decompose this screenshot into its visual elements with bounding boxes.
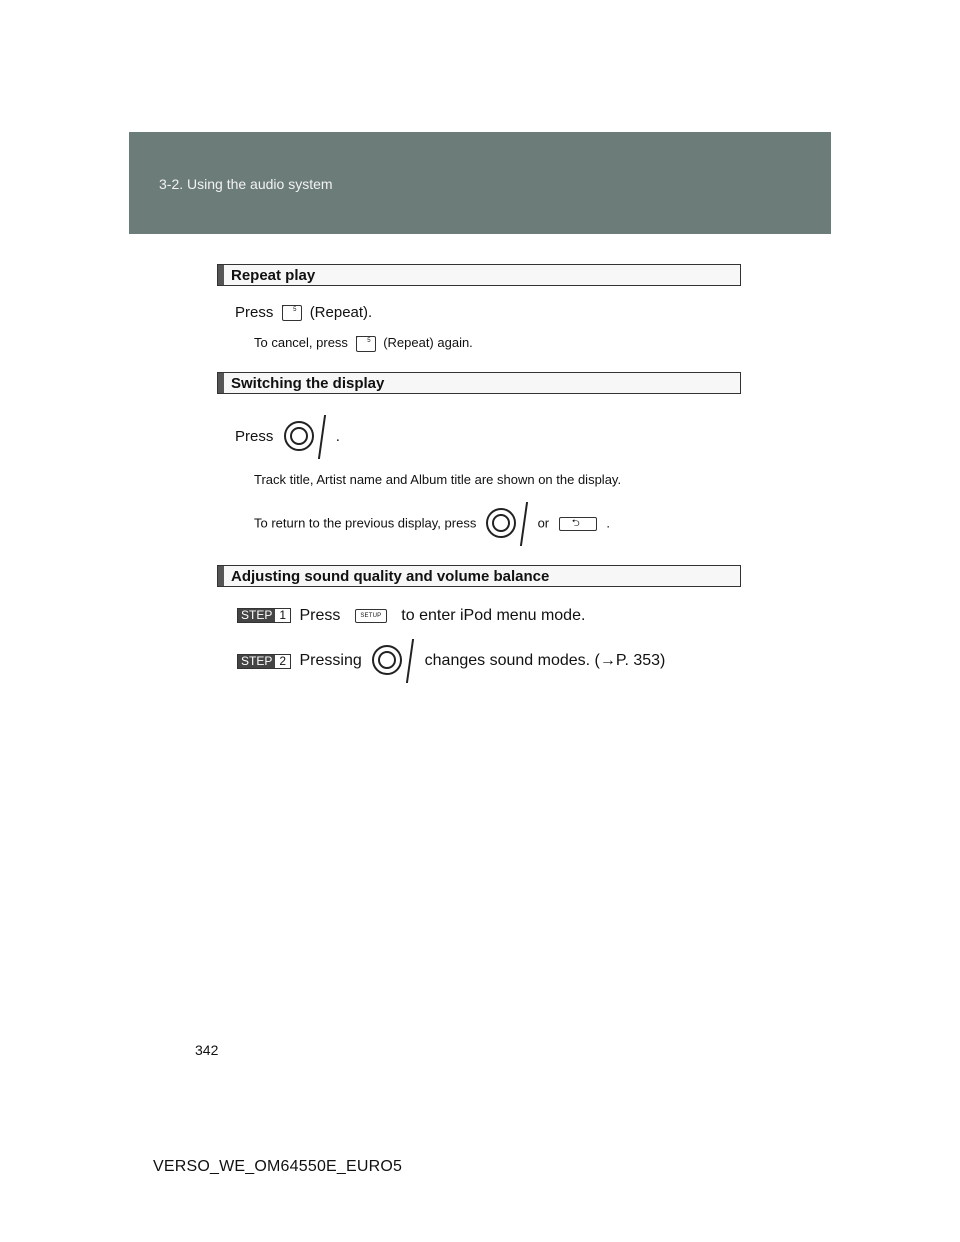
step-2 [237, 639, 665, 683]
step-1 [237, 607, 585, 625]
key-number: 5 [293, 307, 297, 314]
key-number: 5 [367, 337, 371, 344]
back-key-icon: ⮌ [559, 517, 597, 531]
section-title: Repeat play [231, 267, 316, 284]
step-suffix: to enter iPod menu mode. [401, 607, 586, 624]
repeat-cancel-note [254, 335, 473, 352]
press-text: Press [235, 304, 274, 321]
or-text: or [537, 515, 550, 531]
step-number: 1 [279, 608, 287, 623]
repeat-key-icon [282, 305, 302, 321]
tune-knob-icon [282, 415, 328, 459]
return-prefix: To return to the previous display, press [254, 515, 477, 531]
step-prefix: Press [299, 607, 341, 624]
step-prefix: Pressing [299, 652, 362, 670]
cancel-suffix: (Repeat) again. [383, 335, 473, 350]
setup-key-label: SETUP [360, 612, 382, 619]
step-badge [237, 608, 291, 623]
display-note-track-info: Track title, Artist name and Album title are shown on the display. [254, 472, 622, 487]
step-label: STEP [238, 609, 275, 622]
section-title: Switching the display [231, 375, 385, 392]
press-text: Press [235, 427, 274, 445]
display-instruction [235, 415, 340, 459]
tune-knob-icon [370, 639, 416, 683]
section-heading-repeat-play [217, 264, 741, 286]
setup-key-icon [355, 609, 387, 623]
section-heading-switching-display [217, 372, 741, 394]
press-suffix: . [335, 427, 340, 445]
document-code: VERSO_WE_OM64550E_EURO5 [153, 1158, 403, 1175]
repeat-instruction [235, 304, 372, 321]
step-number: 2 [279, 653, 287, 668]
repeat-key-icon [356, 336, 376, 352]
step-badge [237, 654, 291, 669]
page-number: 342 [195, 1042, 219, 1058]
repeat-label: (Repeat). [309, 304, 373, 321]
step-label: STEP [238, 655, 275, 668]
chapter-header [129, 132, 831, 234]
section-heading-sound-quality [217, 565, 741, 587]
chapter-title: 3-2. Using the audio system [159, 176, 333, 192]
tune-knob-icon [484, 502, 530, 546]
section-title: Adjusting sound quality and volume balance [231, 568, 550, 585]
cancel-prefix: To cancel, press [254, 335, 348, 350]
display-note-return [254, 502, 610, 546]
step-suffix: changes sound modes. (→P. 353) [424, 652, 666, 670]
return-suffix: . [606, 515, 611, 531]
